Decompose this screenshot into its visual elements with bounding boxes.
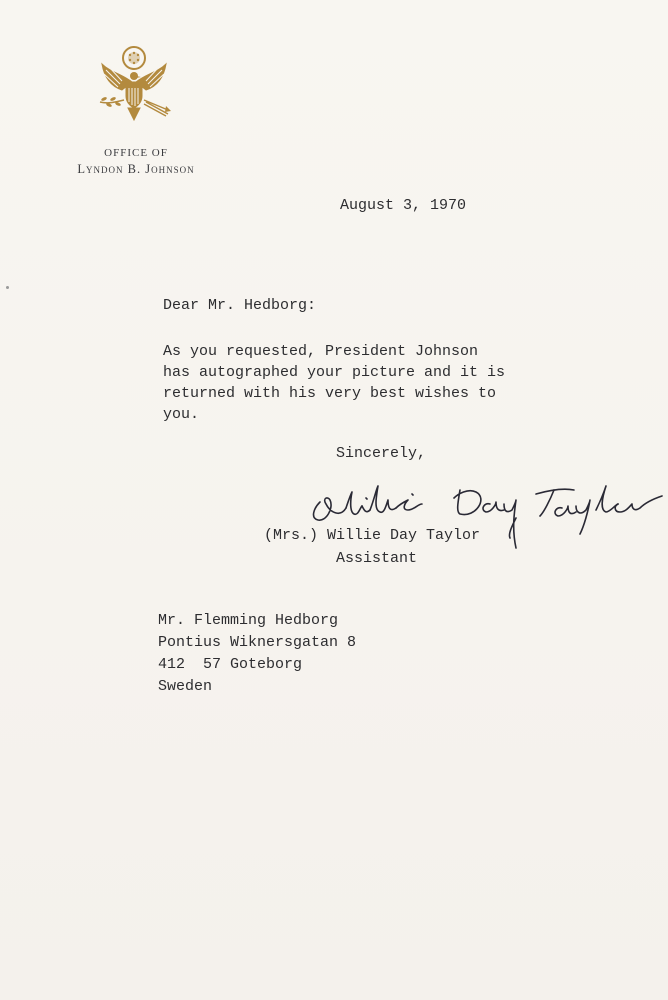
address-line: Sweden — [158, 678, 213, 695]
letter-date: August 3, 1970 — [340, 197, 467, 214]
body-line: returned with his very best wishes to — [163, 385, 497, 402]
body-line: you. — [163, 406, 200, 423]
signatory-title: Assistant — [336, 550, 418, 567]
recipient-address — [158, 610, 356, 698]
letterhead-office: OFFICE OF — [104, 147, 168, 159]
paper-mark — [6, 286, 9, 289]
salutation: Dear Mr. Hedborg: — [163, 297, 317, 314]
body-line: As you requested, President Johnson — [163, 343, 479, 360]
address-line: 412 57 Goteborg — [158, 656, 303, 673]
letterhead-name: Lyndon B. Johnson — [77, 162, 195, 176]
address-line: Mr. Flemming Hedborg — [158, 612, 339, 629]
presidential-seal-icon — [92, 44, 176, 128]
signatory-name: (Mrs.) Willie Day Taylor — [264, 527, 481, 544]
letter-body — [163, 341, 563, 425]
body-line: has autographed your picture and it is — [163, 364, 506, 381]
address-line: Pontius Wiknersgatan 8 — [158, 634, 357, 651]
handwritten-signature — [300, 478, 668, 558]
closing: Sincerely, — [336, 445, 427, 462]
letterhead — [60, 146, 212, 178]
